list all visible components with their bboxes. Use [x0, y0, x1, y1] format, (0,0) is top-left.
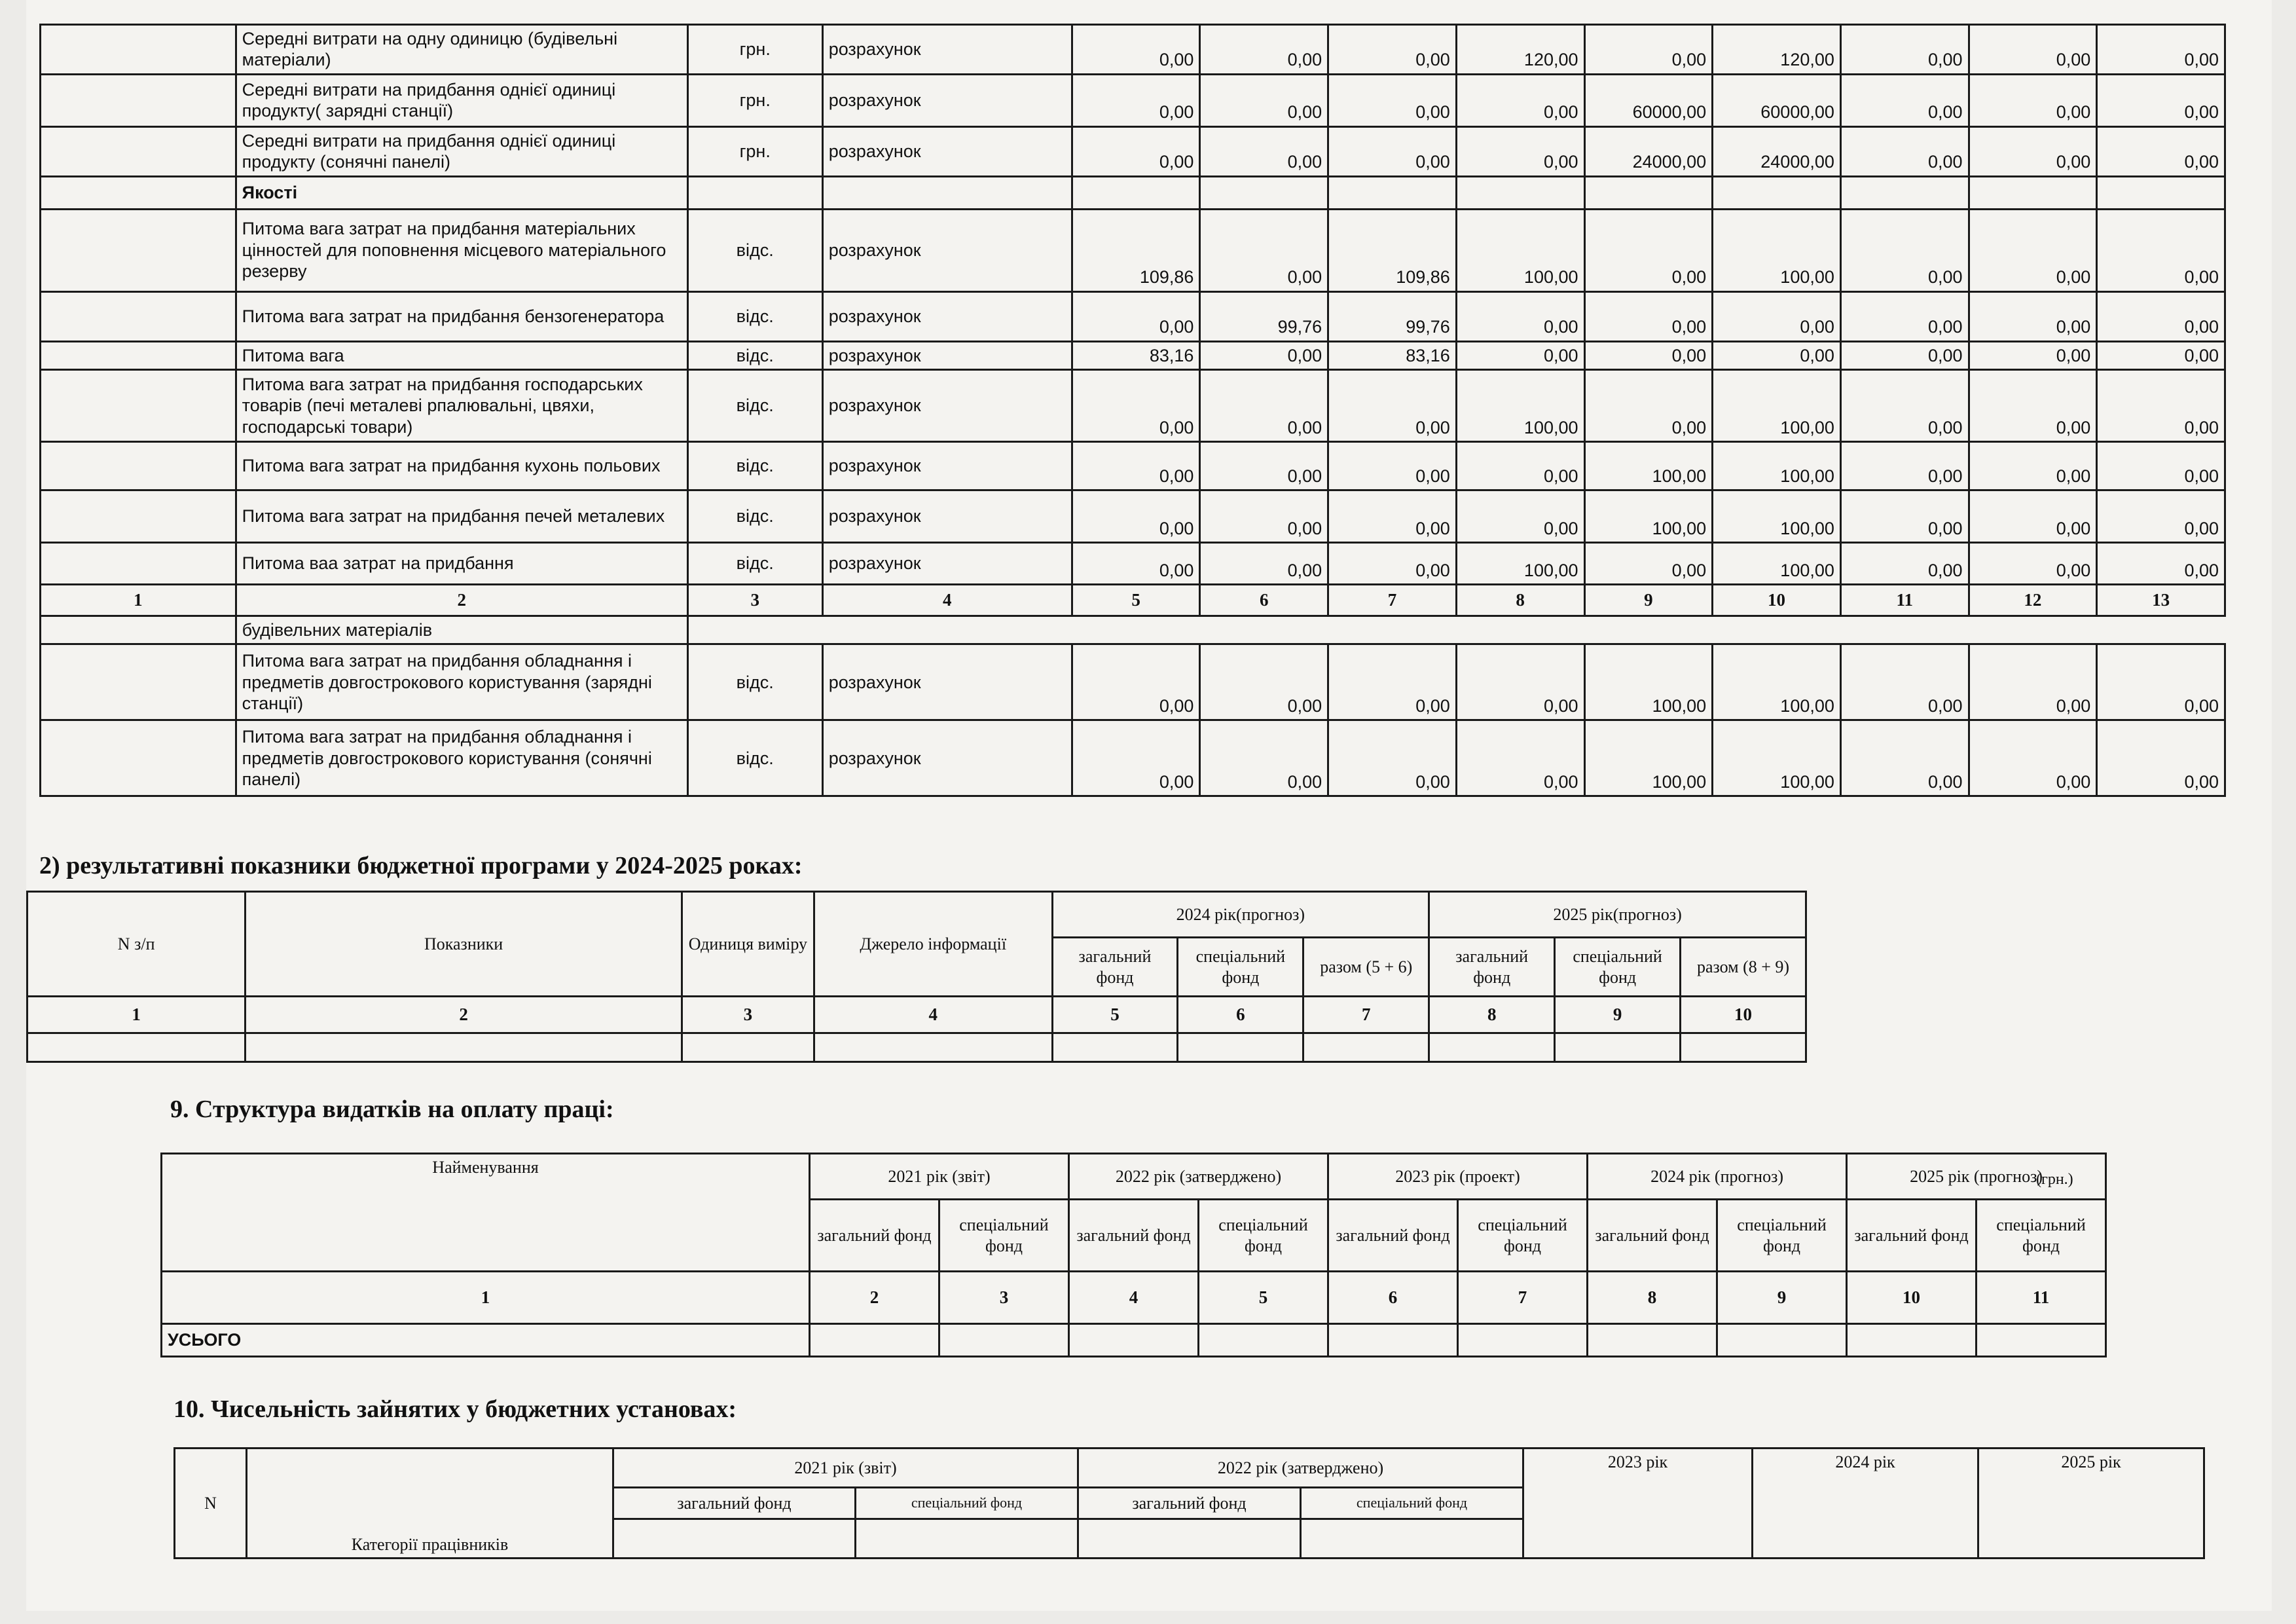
- row-number-cell: [41, 291, 236, 341]
- column-number: 5: [1072, 584, 1200, 616]
- value-cell: 0,00: [1072, 291, 1200, 341]
- value-cell: 0,00: [1969, 644, 2097, 720]
- column-number: 4: [822, 584, 1072, 616]
- header-2025: 2025 рік: [1978, 1449, 2204, 1559]
- header-general-fund: загальний фонд: [1429, 938, 1555, 997]
- column-number: 6: [1200, 584, 1328, 616]
- empty-cell: [1977, 1324, 2106, 1357]
- row-number-cell: [41, 25, 236, 75]
- value-cell: 83,16: [1328, 341, 1457, 369]
- indicator-source: розрахунок: [822, 369, 1072, 441]
- value-cell: 0,00: [1840, 74, 1969, 126]
- header-general-fund: загальний фонд: [810, 1200, 939, 1272]
- value-cell: [1072, 176, 1200, 209]
- section-9-title: 9. Структура видатків на оплату праці:: [170, 1096, 614, 1123]
- value-cell: 0,00: [1713, 341, 1841, 369]
- value-cell: 0,00: [1840, 542, 1969, 584]
- value-cell: 24000,00: [1584, 126, 1713, 176]
- header-source: Джерело інформації: [814, 892, 1052, 997]
- empty-cell: [27, 1033, 246, 1062]
- header-general-fund: загальний фонд: [613, 1488, 856, 1519]
- value-cell: 120,00: [1456, 25, 1584, 75]
- column-number: 5: [1199, 1272, 1328, 1324]
- empty-cell: [682, 1033, 814, 1062]
- header-categories: Категорії працівників: [247, 1449, 613, 1559]
- empty-cell: [1069, 1324, 1199, 1357]
- header-unit: Одиниця виміру: [682, 892, 814, 997]
- value-cell: 0,00: [2097, 490, 2225, 542]
- value-cell: [2097, 176, 2225, 209]
- column-number: 8: [1588, 1272, 1717, 1324]
- value-cell: 0,00: [2097, 126, 2225, 176]
- column-number: 12: [1969, 584, 2097, 616]
- header-special-fund: спеціальний фонд: [1458, 1200, 1588, 1272]
- row-number-cell: [41, 126, 236, 176]
- table-row: [41, 25, 2225, 75]
- value-cell: 100,00: [1713, 644, 1841, 720]
- empty-cell: [1429, 1033, 1555, 1062]
- value-cell: 100,00: [1584, 490, 1713, 542]
- column-number: 9: [1555, 997, 1681, 1033]
- empty-cell: [1847, 1324, 1977, 1357]
- value-cell: 0,00: [1584, 542, 1713, 584]
- table-row: [41, 490, 2225, 542]
- table-row: [41, 209, 2225, 291]
- indicator-name: Питома вага затрат на придбання господарських товарів (печі металеві рпалювальні, цвяхи, господарські товари): [236, 369, 687, 441]
- value-cell: [1584, 176, 1713, 209]
- table-row: [41, 720, 2225, 796]
- indicator-source: [822, 176, 1072, 209]
- value-cell: 0,00: [1328, 126, 1457, 176]
- indicator-name: Середні витрати на придбання однієї одиниці продукту (сонячні панелі): [236, 126, 687, 176]
- empty-cell: [1178, 1033, 1303, 1062]
- column-number: 3: [939, 1272, 1069, 1324]
- indicator-source: розрахунок: [822, 441, 1072, 490]
- salary-structure-table: [160, 1153, 2107, 1357]
- value-cell: 0,00: [1328, 490, 1457, 542]
- indicator-unit: грн.: [687, 126, 822, 176]
- value-cell: 0,00: [2097, 291, 2225, 341]
- indicator-unit: відс.: [687, 341, 822, 369]
- value-cell: [1969, 176, 2097, 209]
- indicator-unit: відс.: [687, 441, 822, 490]
- empty-cell: [1199, 1324, 1328, 1357]
- value-cell: 0,00: [2097, 644, 2225, 720]
- indicator-source: розрахунок: [822, 490, 1072, 542]
- indicator-source: розрахунок: [822, 291, 1072, 341]
- header-special-fund: спеціальний фонд: [1977, 1200, 2106, 1272]
- column-number: 10: [1713, 584, 1841, 616]
- indicator-source: розрахунок: [822, 126, 1072, 176]
- row-number-cell: [41, 441, 236, 490]
- value-cell: 0,00: [1200, 542, 1328, 584]
- value-cell: 100,00: [1713, 490, 1841, 542]
- value-cell: 0,00: [1456, 74, 1584, 126]
- indicator-source: розрахунок: [822, 542, 1072, 584]
- value-cell: 60000,00: [1713, 74, 1841, 126]
- column-number: 3: [682, 997, 814, 1033]
- year-header: 2021 рік (звіт): [810, 1154, 1069, 1200]
- value-cell: 0,00: [1072, 74, 1200, 126]
- header-special-fund: спеціальний фонд: [1199, 1200, 1328, 1272]
- value-cell: 109,86: [1328, 209, 1457, 291]
- header-general-fund: загальний фонд: [1847, 1200, 1977, 1272]
- value-cell: [1328, 176, 1457, 209]
- row-number-cell: [41, 644, 236, 720]
- row-number-cell: [41, 176, 236, 209]
- value-cell: 0,00: [1840, 291, 1969, 341]
- document-page: [26, 0, 2272, 1611]
- value-cell: 100,00: [1584, 720, 1713, 796]
- indicator-unit: відс.: [687, 644, 822, 720]
- indicator-source: розрахунок: [822, 720, 1072, 796]
- column-number: 9: [1717, 1272, 1847, 1324]
- indicator-name: Питома вага затрат на придбання кухонь польових: [236, 441, 687, 490]
- continuation-row: [41, 616, 2225, 644]
- header-special-fund: спеціальний фонд: [939, 1200, 1069, 1272]
- value-cell: 99,76: [1200, 291, 1328, 341]
- indicator-source: розрахунок: [822, 644, 1072, 720]
- value-cell: 0,00: [1969, 341, 2097, 369]
- table-row: [41, 176, 2225, 209]
- indicator-name: Питома вага затрат на придбання печей металевих: [236, 490, 687, 542]
- value-cell: 0,00: [1456, 291, 1584, 341]
- header-2022: 2022 рік (затверджено): [1078, 1449, 1523, 1488]
- value-cell: 0,00: [1200, 126, 1328, 176]
- value-cell: 0,00: [2097, 720, 2225, 796]
- total-label: УСЬОГО: [162, 1324, 810, 1357]
- empty-cell: [814, 1033, 1052, 1062]
- empty-cell: [1717, 1324, 1847, 1357]
- value-cell: 100,00: [1713, 542, 1841, 584]
- header-special-fund: спеціальний фонд: [1178, 938, 1303, 997]
- header-general-fund: загальний фонд: [1328, 1200, 1458, 1272]
- value-cell: [1713, 176, 1841, 209]
- column-number: 2: [810, 1272, 939, 1324]
- column-number: 9: [1584, 584, 1713, 616]
- indicator-name: Питома вага затрат на придбання бензогенератора: [236, 291, 687, 341]
- value-cell: 0,00: [1840, 209, 1969, 291]
- value-cell: 99,76: [1328, 291, 1457, 341]
- row-number-cell: [41, 341, 236, 369]
- column-number: 6: [1178, 997, 1303, 1033]
- value-cell: 83,16: [1072, 341, 1200, 369]
- empty-cell: [810, 1324, 939, 1357]
- indicator-source: розрахунок: [822, 341, 1072, 369]
- column-number: 4: [814, 997, 1052, 1033]
- value-cell: 0,00: [1840, 644, 1969, 720]
- indicator-source: розрахунок: [822, 74, 1072, 126]
- staff-count-table: [173, 1447, 2205, 1559]
- column-number: 6: [1328, 1272, 1458, 1324]
- value-cell: 0,00: [1200, 209, 1328, 291]
- column-number: 5: [1052, 997, 1178, 1033]
- value-cell: 120,00: [1713, 25, 1841, 75]
- indicators-table: [39, 24, 2226, 797]
- value-cell: 0,00: [1200, 720, 1328, 796]
- header-special-fund: спеціальний фонд: [1555, 938, 1681, 997]
- column-number-row: [41, 584, 2225, 616]
- indicator-unit: відс.: [687, 542, 822, 584]
- value-cell: 0,00: [1584, 25, 1713, 75]
- column-number: 2: [246, 997, 682, 1033]
- header-2024: 2024 рік: [1753, 1449, 1978, 1559]
- value-cell: 0,00: [1072, 441, 1200, 490]
- value-cell: 100,00: [1713, 720, 1841, 796]
- header-name: Найменування: [162, 1154, 810, 1272]
- empty-cell: [856, 1519, 1078, 1559]
- value-cell: [1456, 176, 1584, 209]
- header-2025: 2025 рік(прогноз): [1429, 892, 1806, 938]
- value-cell: 0,00: [1072, 644, 1200, 720]
- empty-cell: [613, 1519, 856, 1559]
- indicator-unit: грн.: [687, 74, 822, 126]
- value-cell: 100,00: [1456, 209, 1584, 291]
- table-row: [41, 644, 2225, 720]
- empty-cell: [1328, 1324, 1458, 1357]
- empty-cell: [1555, 1033, 1681, 1062]
- year-header: 2022 рік (затверджено): [1069, 1154, 1328, 1200]
- column-number: 7: [1303, 997, 1429, 1033]
- indicator-name: Питома вага: [236, 341, 687, 369]
- empty-cell: [1588, 1324, 1717, 1357]
- table-row: [41, 441, 2225, 490]
- value-cell: 60000,00: [1584, 74, 1713, 126]
- value-cell: 100,00: [1713, 441, 1841, 490]
- indicator-name: Питома вага затрат на придбання обладнання і предметів довгострокового користування (зарядні станції): [236, 644, 687, 720]
- header-general-fund: загальний фонд: [1052, 938, 1178, 997]
- indicator-name: Питома вага затрат на придбання обладнання і предметів довгострокового користування (сонячні панелі): [236, 720, 687, 796]
- indicator-source: розрахунок: [822, 209, 1072, 291]
- table-row: [41, 369, 2225, 441]
- column-number: 11: [1840, 584, 1969, 616]
- header-special-fund: спеціальний фонд: [1717, 1200, 1847, 1272]
- indicator-unit: відс.: [687, 291, 822, 341]
- value-cell: 0,00: [1200, 644, 1328, 720]
- indicator-unit: відс.: [687, 720, 822, 796]
- value-cell: [1840, 176, 1969, 209]
- value-cell: [1200, 176, 1328, 209]
- table-row: [41, 341, 2225, 369]
- value-cell: 0,00: [1200, 341, 1328, 369]
- row-number-cell: [41, 616, 236, 644]
- row-number-cell: [41, 490, 236, 542]
- row-number-cell: [41, 74, 236, 126]
- table-row: [41, 126, 2225, 176]
- value-cell: 100,00: [1584, 441, 1713, 490]
- column-number: 1: [41, 584, 236, 616]
- value-cell: 0,00: [1969, 542, 2097, 584]
- value-cell: 0,00: [2097, 25, 2225, 75]
- value-cell: 0,00: [1456, 441, 1584, 490]
- value-cell: 100,00: [1713, 209, 1841, 291]
- value-cell: 0,00: [1072, 126, 1200, 176]
- value-cell: 0,00: [1072, 25, 1200, 75]
- table-row: [41, 291, 2225, 341]
- indicator-unit: відс.: [687, 490, 822, 542]
- row-number-cell: [41, 542, 236, 584]
- value-cell: 24000,00: [1713, 126, 1841, 176]
- empty-cell: [246, 1033, 682, 1062]
- value-cell: 0,00: [1969, 291, 2097, 341]
- value-cell: 0,00: [1456, 644, 1584, 720]
- value-cell: 0,00: [1584, 291, 1713, 341]
- header-general-fund: загальний фонд: [1078, 1488, 1301, 1519]
- value-cell: 0,00: [2097, 74, 2225, 126]
- year-header: 2025 рік (прогноз): [1847, 1154, 2106, 1200]
- header-general-fund: загальний фонд: [1588, 1200, 1717, 1272]
- currency-unit-note: (грн.): [2036, 1171, 2073, 1188]
- value-cell: 100,00: [1456, 542, 1584, 584]
- header-general-fund: загальний фонд: [1069, 1200, 1199, 1272]
- column-number: 7: [1458, 1272, 1588, 1324]
- header-special-fund: спеціальний фонд: [1301, 1488, 1523, 1519]
- header-n: N з/п: [27, 892, 246, 997]
- value-cell: 0,00: [1584, 209, 1713, 291]
- value-cell: 0,00: [1584, 369, 1713, 441]
- value-cell: 0,00: [1840, 341, 1969, 369]
- value-cell: 0,00: [1072, 720, 1200, 796]
- value-cell: 0,00: [1840, 369, 1969, 441]
- column-number: 11: [1977, 1272, 2106, 1324]
- column-number: 2: [236, 584, 687, 616]
- empty-cell: [1303, 1033, 1429, 1062]
- indicator-name: Середні витрати на одну одиницю (будівельні матеріали): [236, 25, 687, 75]
- continuation-text: будівельних матеріалів: [236, 616, 687, 644]
- empty-cell: [1052, 1033, 1178, 1062]
- table-row: [41, 74, 2225, 126]
- empty-cell: [939, 1324, 1069, 1357]
- value-cell: 0,00: [1840, 720, 1969, 796]
- column-number: 1: [27, 997, 246, 1033]
- indicator-name: Середні витрати на придбання однієї одиниці продукту( зарядні станції): [236, 74, 687, 126]
- indicator-name: Якості: [236, 176, 687, 209]
- value-cell: 0,00: [1328, 644, 1457, 720]
- value-cell: 0,00: [1713, 291, 1841, 341]
- value-cell: 0,00: [1328, 441, 1457, 490]
- header-2024: 2024 рік(прогноз): [1052, 892, 1429, 938]
- value-cell: 0,00: [1328, 720, 1457, 796]
- value-cell: 0,00: [2097, 441, 2225, 490]
- year-header: 2024 рік (прогноз): [1588, 1154, 1847, 1200]
- value-cell: 0,00: [1969, 74, 2097, 126]
- value-cell: 0,00: [1969, 25, 2097, 75]
- value-cell: 0,00: [1456, 720, 1584, 796]
- empty-cell: [1681, 1033, 1806, 1062]
- column-number: 1: [162, 1272, 810, 1324]
- value-cell: 0,00: [2097, 209, 2225, 291]
- header-2021: 2021 рік (звіт): [613, 1449, 1078, 1488]
- value-cell: 0,00: [1969, 126, 2097, 176]
- header-2023: 2023 рік: [1523, 1449, 1753, 1559]
- value-cell: 0,00: [2097, 542, 2225, 584]
- indicator-unit: відс.: [687, 369, 822, 441]
- value-cell: 0,00: [1456, 126, 1584, 176]
- section-2-title: 2) результативні показники бюджетної програми у 2024-2025 роках:: [39, 852, 803, 879]
- value-cell: 0,00: [2097, 341, 2225, 369]
- value-cell: 100,00: [1713, 369, 1841, 441]
- value-cell: 0,00: [1969, 441, 2097, 490]
- row-number-cell: [41, 720, 236, 796]
- section-10-title: 10. Чисельність зайнятих у бюджетних установах:: [173, 1395, 737, 1423]
- value-cell: 0,00: [1072, 490, 1200, 542]
- value-cell: 0,00: [1328, 25, 1457, 75]
- results-table: [26, 891, 1807, 1063]
- column-number: 10: [1681, 997, 1806, 1033]
- column-number: 7: [1328, 584, 1457, 616]
- value-cell: 0,00: [2097, 369, 2225, 441]
- row-number-cell: [41, 369, 236, 441]
- column-number: 13: [2097, 584, 2225, 616]
- value-cell: 0,00: [1200, 74, 1328, 126]
- value-cell: 0,00: [1456, 341, 1584, 369]
- value-cell: 100,00: [1584, 644, 1713, 720]
- table-row: [41, 542, 2225, 584]
- value-cell: 0,00: [1328, 542, 1457, 584]
- value-cell: 0,00: [1969, 490, 2097, 542]
- empty-cell: [1078, 1519, 1301, 1559]
- indicator-unit: відс.: [687, 209, 822, 291]
- column-number: 8: [1429, 997, 1555, 1033]
- value-cell: 100,00: [1456, 369, 1584, 441]
- value-cell: 0,00: [1584, 341, 1713, 369]
- year-header: 2023 рік (проект): [1328, 1154, 1588, 1200]
- empty-cell: [1458, 1324, 1588, 1357]
- value-cell: 0,00: [1200, 490, 1328, 542]
- indicator-source: розрахунок: [822, 25, 1072, 75]
- value-cell: 0,00: [1072, 542, 1200, 584]
- column-number: 4: [1069, 1272, 1199, 1324]
- value-cell: 0,00: [1328, 74, 1457, 126]
- value-cell: 0,00: [1328, 369, 1457, 441]
- header-indicators: Показники: [246, 892, 682, 997]
- value-cell: 0,00: [1200, 25, 1328, 75]
- column-number: 8: [1456, 584, 1584, 616]
- header-special-fund: спеціальний фонд: [856, 1488, 1078, 1519]
- value-cell: 0,00: [1969, 720, 2097, 796]
- value-cell: 0,00: [1969, 369, 2097, 441]
- value-cell: 0,00: [1456, 490, 1584, 542]
- value-cell: 0,00: [1072, 369, 1200, 441]
- indicator-unit: [687, 176, 822, 209]
- empty-cell: [1301, 1519, 1523, 1559]
- value-cell: 0,00: [1840, 441, 1969, 490]
- value-cell: 0,00: [1840, 25, 1969, 75]
- value-cell: 0,00: [1200, 369, 1328, 441]
- header-n: N: [175, 1449, 247, 1559]
- empty-cell: [687, 616, 2225, 644]
- indicator-name: Питома вага затрат на придбання матеріальних цінностей для поповнення місцевого матеріального резерву: [236, 209, 687, 291]
- indicator-name: Питома ваа затрат на придбання: [236, 542, 687, 584]
- value-cell: 0,00: [1840, 126, 1969, 176]
- header-total-8-9: разом (8 + 9): [1681, 938, 1806, 997]
- value-cell: 109,86: [1072, 209, 1200, 291]
- header-total-5-6: разом (5 + 6): [1303, 938, 1429, 997]
- value-cell: 0,00: [1840, 490, 1969, 542]
- column-number: 3: [687, 584, 822, 616]
- value-cell: 0,00: [1969, 209, 2097, 291]
- indicator-unit: грн.: [687, 25, 822, 75]
- column-number: 10: [1847, 1272, 1977, 1324]
- row-number-cell: [41, 209, 236, 291]
- value-cell: 0,00: [1200, 441, 1328, 490]
